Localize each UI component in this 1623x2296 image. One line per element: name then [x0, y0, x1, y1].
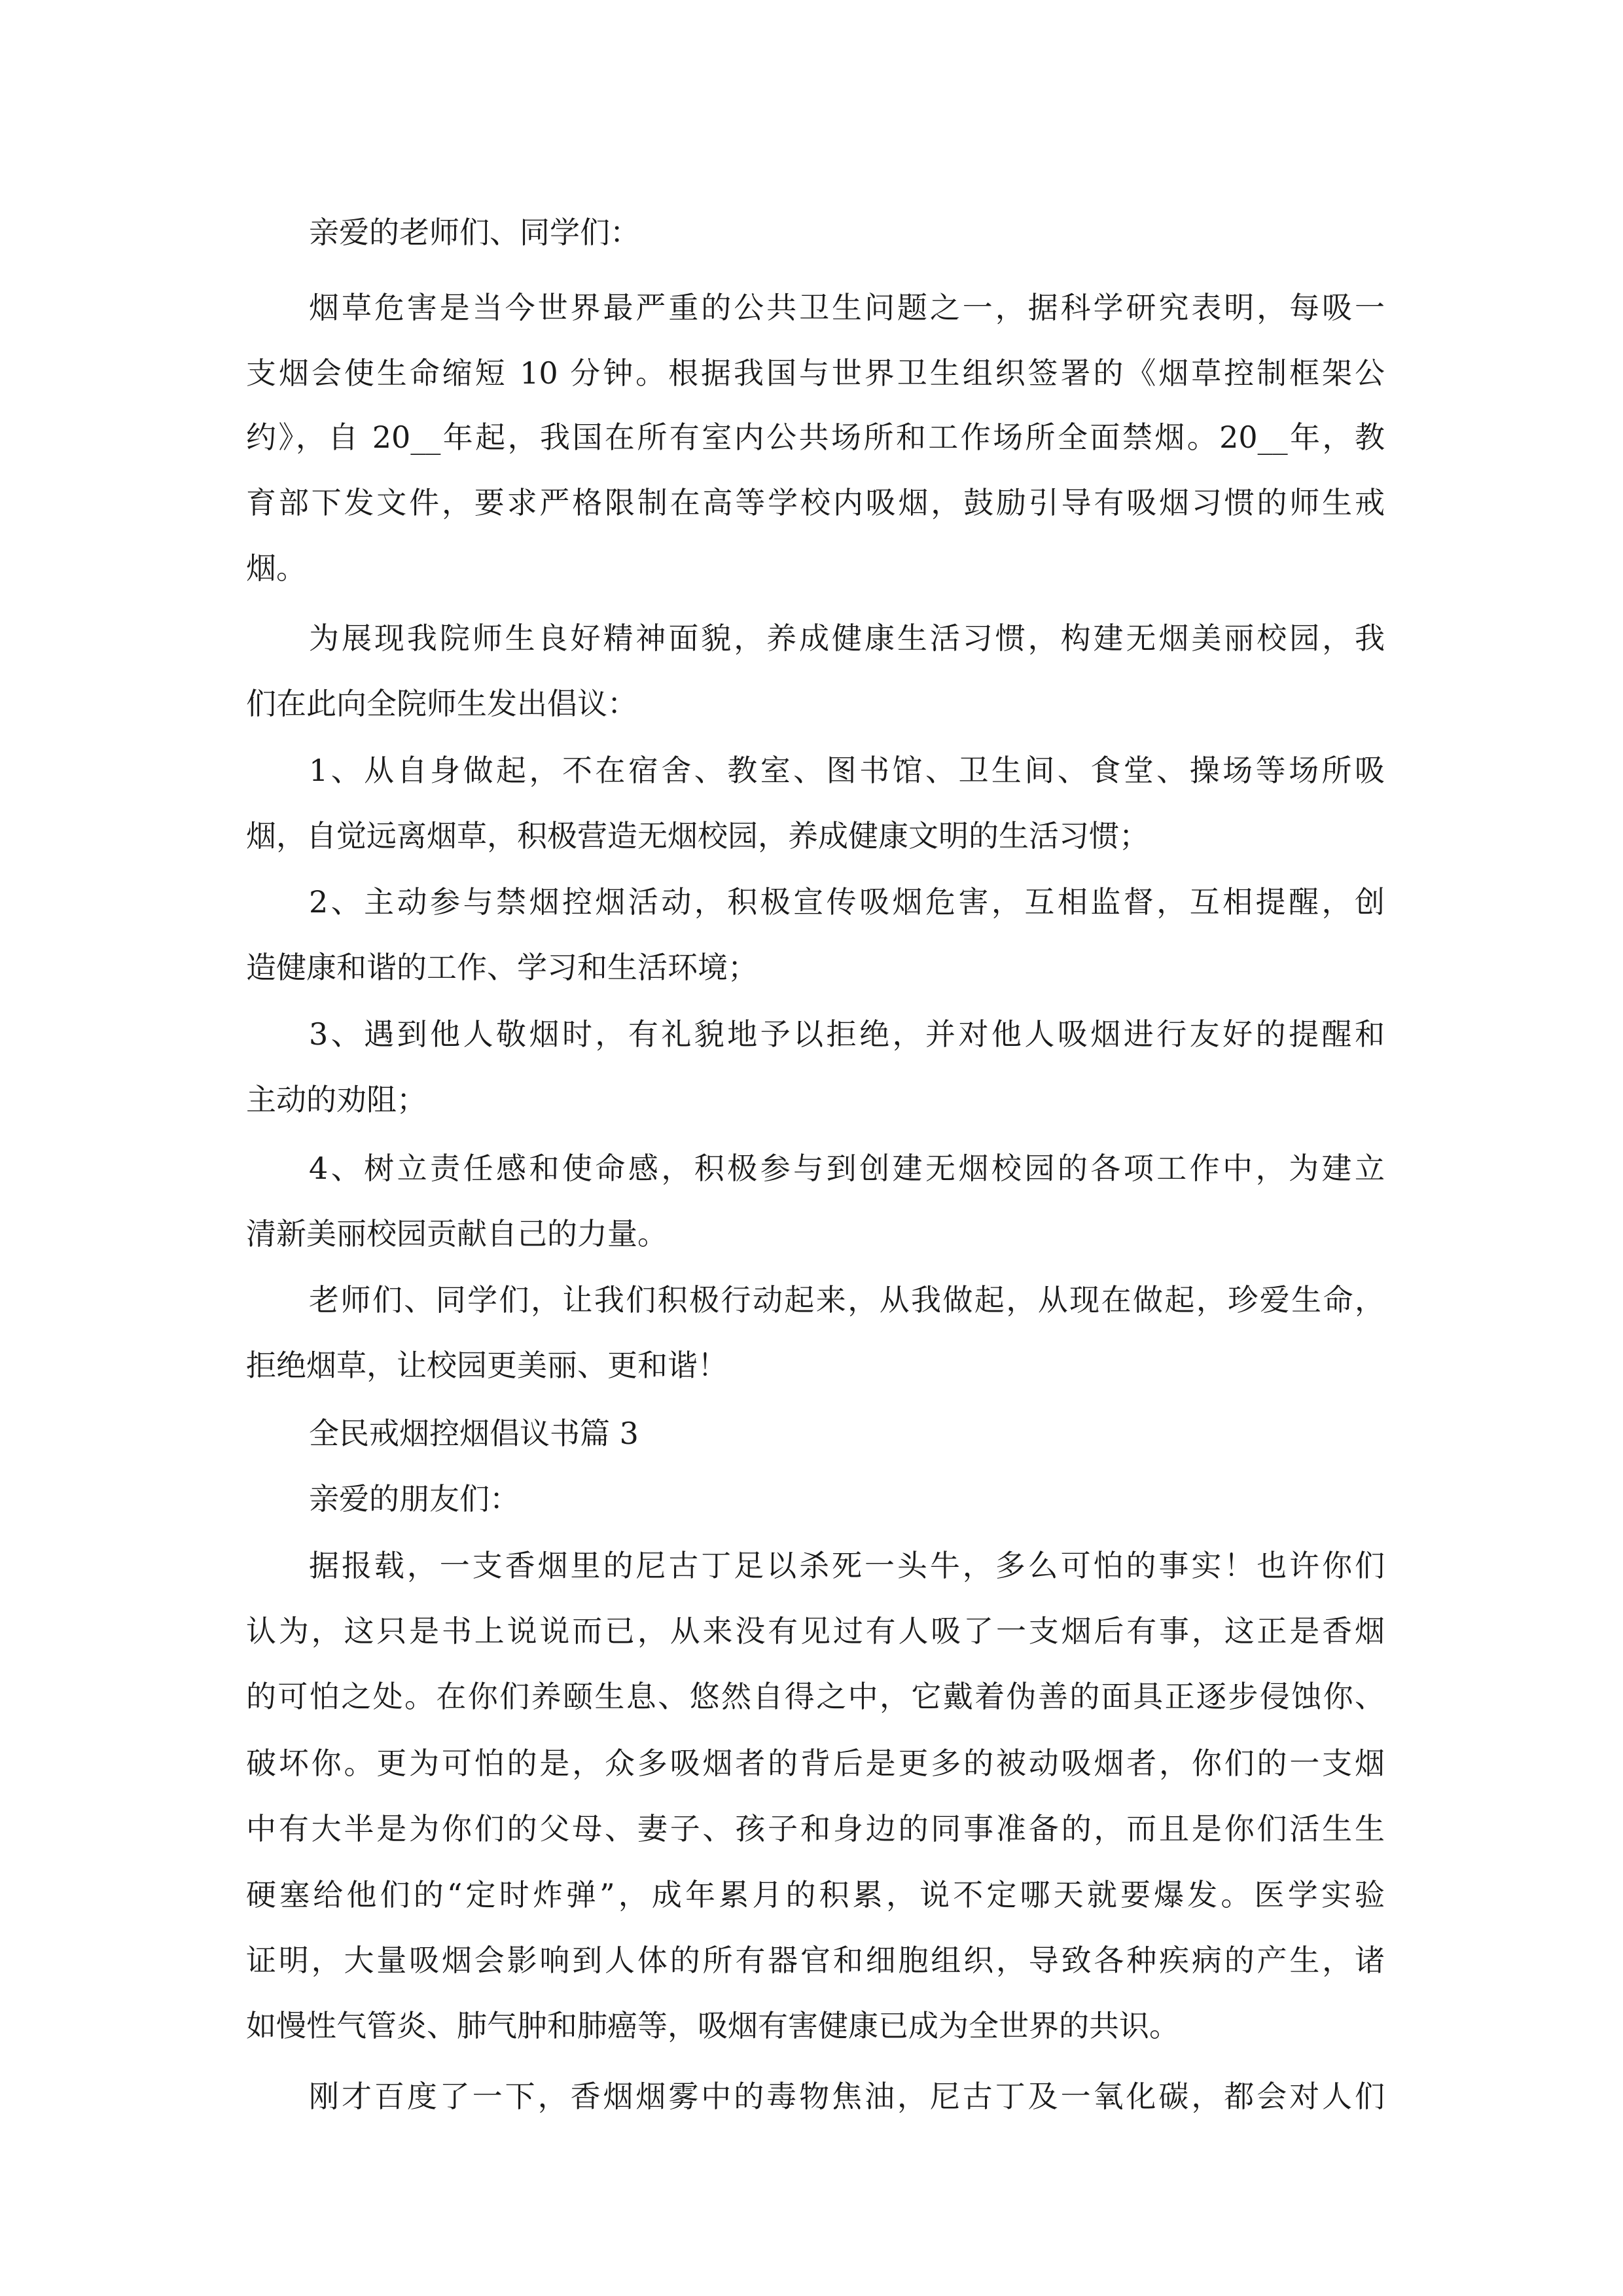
text-line: 亲爱的老师们、同学们：	[309, 215, 640, 250]
text-line: 刚才百度了一下，香烟烟雾中的毒物焦油，尼古丁及一氧化碳，都会对人们	[309, 2079, 1385, 2114]
text-line: 为展现我院师生良好精神面貌，养成健康生活习惯，构建无烟美丽校园，我	[309, 620, 1385, 656]
text-line: 硬塞给他们的“定时炸弹”，成年累月的积累，说不定哪天就要爆发。医学实验	[246, 1877, 1385, 1912]
text-line: 1、从自身做起，不在宿舍、教室、图书馆、卫生间、食堂、操场等场所吸	[309, 753, 1385, 788]
text-line: 拒绝烟草，让校园更美丽、更和谐！	[246, 1348, 728, 1383]
text-line: 3、遇到他人敬烟时，有礼貌地予以拒绝，并对他人吸烟进行友好的提醒和	[309, 1016, 1385, 1052]
text-line: 破坏你。更为可怕的是，众多吸烟者的背后是更多的被动吸烟者，你们的一支烟	[246, 1746, 1385, 1781]
text-line: 亲爱的朋友们：	[309, 1481, 520, 1516]
text-line: 造健康和谐的工作、学习和生活环境；	[246, 950, 758, 985]
text-line: 约》，自 20__年起，我国在所有室内公共场所和工作场所全面禁烟。20__年，教	[246, 420, 1385, 455]
text-line: 认为，这只是书上说说而已，从来没有见过有人吸了一支烟后有事，这正是香烟	[246, 1613, 1385, 1649]
text-line: 支烟会使生命缩短 10 分钟。根据我国与世界卫生组织签署的《烟草控制框架公	[246, 355, 1385, 391]
text-line: 们在此向全院师生发出倡议：	[246, 686, 637, 721]
text-line: 2、主动参与禁烟控烟活动，积极宣传吸烟危害，互相监督，互相提醒，创	[309, 884, 1385, 920]
text-line: 烟，自觉远离烟草，积极营造无烟校园，养成健康文明的生活习惯；	[246, 818, 1149, 853]
text-line: 全民戒烟控烟倡议书篇 3	[309, 1416, 639, 1451]
text-line: 据报载，一支香烟里的尼古丁足以杀死一头牛，多么可怕的事实！也许你们	[309, 1548, 1385, 1583]
text-line: 4、树立责任感和使命感，积极参与到创建无烟校园的各项工作中，为建立	[309, 1151, 1385, 1186]
text-line: 清新美丽校园贡献自己的力量。	[246, 1216, 668, 1251]
text-line: 证明，大量吸烟会影响到人体的所有器官和细胞组织，导致各种疾病的产生，诸	[246, 1943, 1385, 1978]
text-line: 烟。	[246, 550, 306, 586]
text-line: 的可怕之处。在你们养颐生息、悠然自得之中，它戴着伪善的面具正逐步侵蚀你、	[246, 1679, 1385, 1714]
text-line: 老师们、同学们，让我们积极行动起来，从我做起，从现在做起，珍爱生命，	[309, 1282, 1385, 1318]
text-line: 如慢性气管炎、肺气肿和肺癌等，吸烟有害健康已成为全世界的共识。	[246, 2008, 1179, 2043]
text-line: 育部下发文件，要求严格限制在高等学校内吸烟，鼓励引导有吸烟习惯的师生戒	[246, 485, 1385, 520]
text-line: 中有大半是为你们的父母、妻子、孩子和身边的同事准备的，而且是你们活生生	[246, 1811, 1385, 1846]
text-line: 烟草危害是当今世界最严重的公共卫生问题之一，据科学研究表明，每吸一	[309, 290, 1385, 325]
text-line: 主动的劝阻；	[246, 1082, 427, 1117]
